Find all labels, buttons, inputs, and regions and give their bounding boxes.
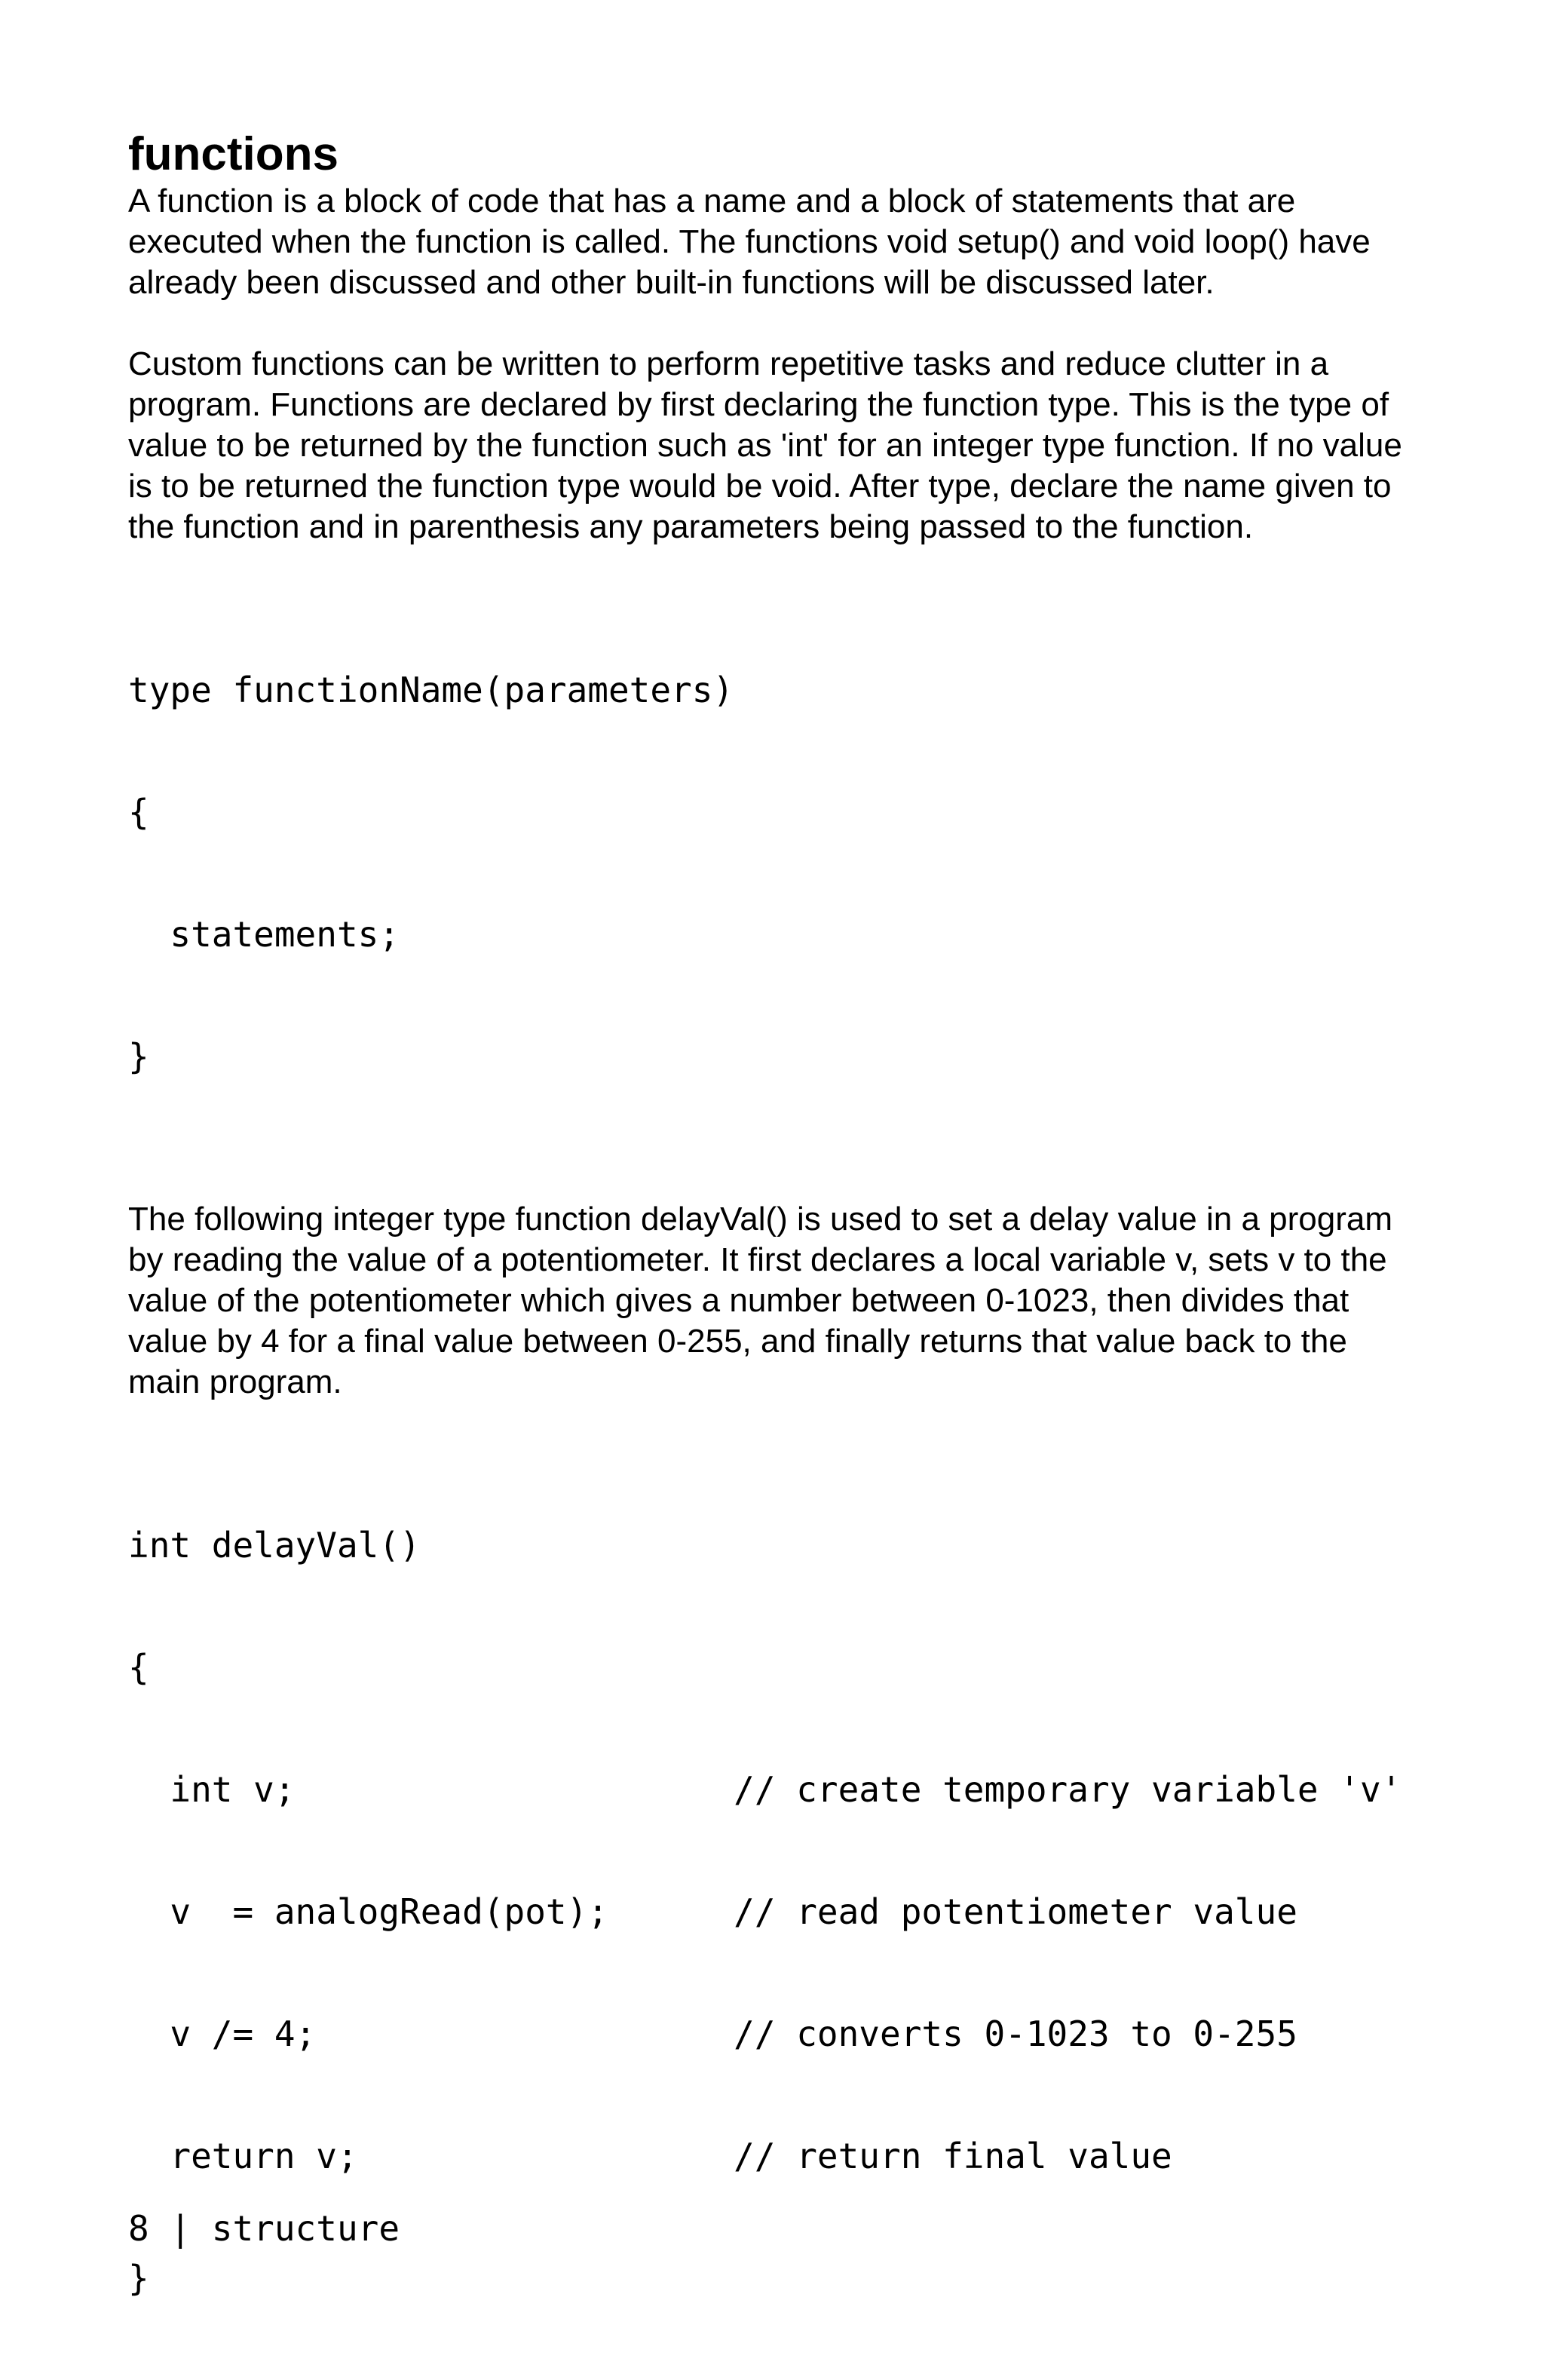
code-line: return v; // return final value <box>128 2136 1172 2176</box>
code-line: v /= 4; // converts 0-1023 to 0-255 <box>128 2013 1297 2054</box>
code-line: } <box>128 2258 149 2299</box>
page-content <box>128 128 1417 2380</box>
paragraph-delayval: The following integer type function delayVal() is used to set a delay value in a program by reading the value of a potentiometer. It first declares a local variable v, sets v to the value of the potentiometer which gives a number between 0-1023, then divides that value by 4 for a final value between 0-255, and finally returns that value back to the main program. <box>128 1201 1393 1400</box>
code-line: type functionName(parameters) <box>128 670 734 710</box>
code-line: { <box>128 792 149 833</box>
page-footer: 8 | structure <box>128 2208 400 2249</box>
code-line: statements; <box>128 914 400 955</box>
code-line: int v; // create temporary variable 'v' <box>128 1769 1402 1810</box>
code-line: int delayVal() <box>128 1525 421 1566</box>
code-line: } <box>128 1036 149 1077</box>
paragraph-custom-functions: Custom functions can be written to perform repetitive tasks and reduce clutter in a program. Functions are declared by first declaring the function type. This is the type of value to be returned by the function such as 'int' for an integer type function. If no value is to be returned the function type would be void. After type, declare the name given to the function and in parenthesis any parameters being passed to the function. <box>128 345 1402 545</box>
section-heading: functions <box>128 128 339 180</box>
paragraph-intro: A function is a block of code that has a name and a block of statements that are executed when the function is called. The functions void setup() and void loop() have already been discussed and other built-in functions will be discussed later. <box>128 182 1371 301</box>
code-block-syntax <box>128 588 1417 1158</box>
code-line: { <box>128 1647 149 1688</box>
code-line: v = analogRead(pot); // read potentiometer value <box>128 1891 1297 1932</box>
